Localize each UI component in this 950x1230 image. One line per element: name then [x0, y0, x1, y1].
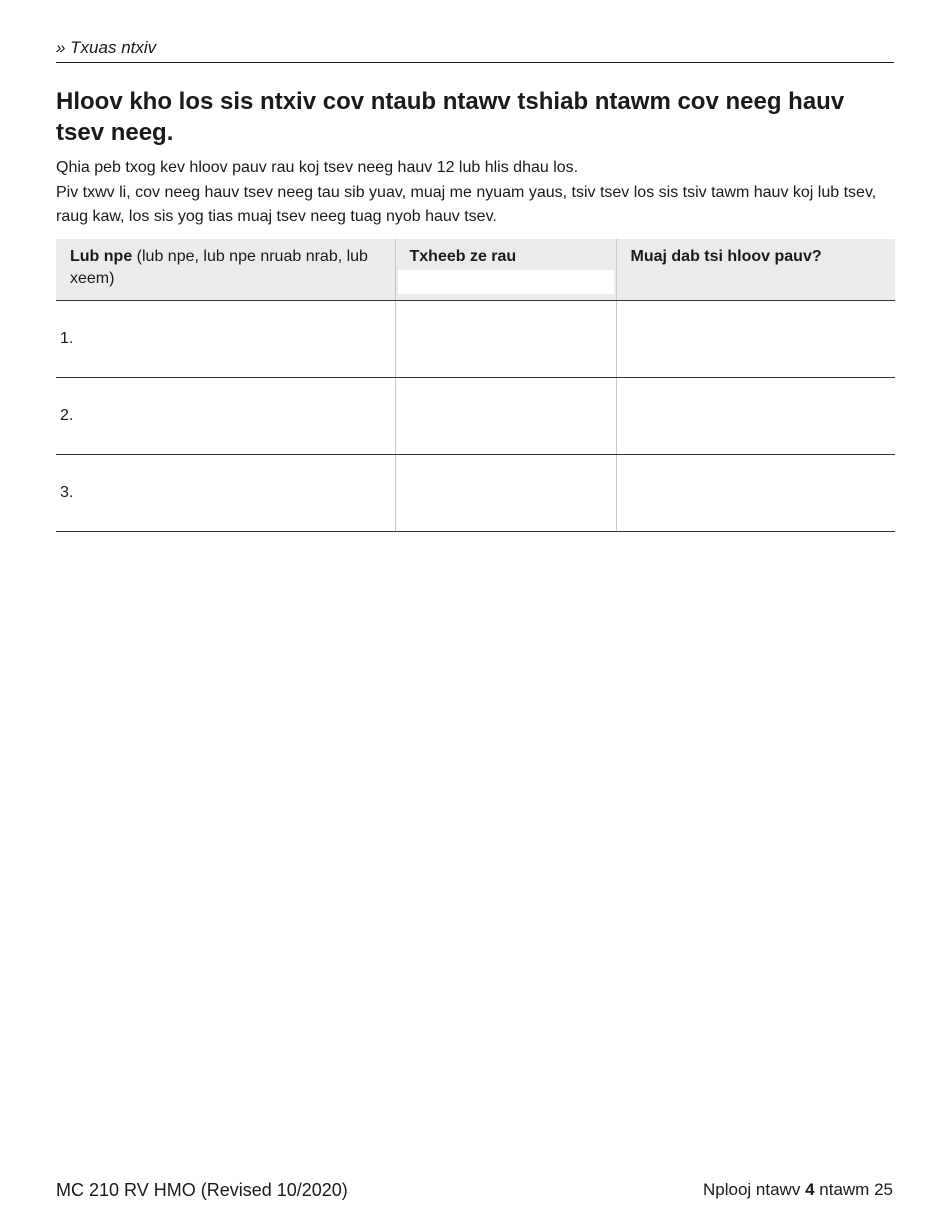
page-total: 25 [874, 1180, 893, 1199]
page-number [703, 1180, 893, 1200]
header-change-label: Muaj dab tsi hloov pauv? [630, 248, 822, 265]
row-3-relationship-cell[interactable] [395, 455, 616, 532]
section-title: Hloov kho los sis ntxiv cov ntaub ntawv tshiab ntawm cov neeg hauv tsev neeg. [56, 88, 845, 146]
row-2-name-cell[interactable] [56, 378, 395, 455]
relationship-header-field[interactable] [398, 270, 614, 294]
intro-line-2: Piv txwv li, cov neeg hauv tsev neeg tau sib yuav, muaj me nyuam yaus, tsiv tsev los sis tsiv tawm hauv koj lub tsev, raug kaw, los sis yog tias muaj tsev neeg tuag nyob hauv tsev. [56, 183, 877, 225]
row-3-change-cell[interactable] [616, 455, 895, 532]
table-row [56, 378, 895, 455]
header-relationship [395, 239, 616, 301]
table-row [56, 301, 895, 378]
household-changes-table [56, 239, 895, 532]
intro-line-1: Qhia peb txog kev hloov pauv rau koj tsev neeg hauv 12 lub hlis dhau los. [56, 159, 579, 176]
header-change [616, 239, 895, 301]
header-name-detail: (lub npe, lub npe nruab nrab, lub xeem) [70, 248, 368, 287]
row-number: 1. [60, 330, 74, 347]
row-1-change-cell[interactable] [616, 301, 895, 378]
row-2-relationship-cell[interactable] [395, 378, 616, 455]
header-relationship-label: Txheeb ze rau [409, 248, 517, 265]
row-3-name-cell[interactable] [56, 455, 395, 532]
running-head: » Txuas ntxiv [56, 38, 894, 63]
header-name [56, 239, 395, 301]
row-number: 2. [60, 407, 74, 424]
header-name-bold: Lub npe [70, 248, 133, 265]
row-1-name-cell[interactable] [56, 301, 395, 378]
table-header-row [56, 239, 895, 301]
row-2-change-cell[interactable] [616, 378, 895, 455]
table-row [56, 455, 895, 532]
page-prefix: Nplooj ntawv [703, 1180, 801, 1199]
intro-text [56, 156, 894, 230]
page-current: 4 [805, 1180, 815, 1199]
row-number: 3. [60, 484, 74, 501]
row-1-relationship-cell[interactable] [395, 301, 616, 378]
form-id: MC 210 RV HMO (Revised 10/2020) [56, 1180, 348, 1200]
page-middle: ntawm [819, 1180, 870, 1199]
